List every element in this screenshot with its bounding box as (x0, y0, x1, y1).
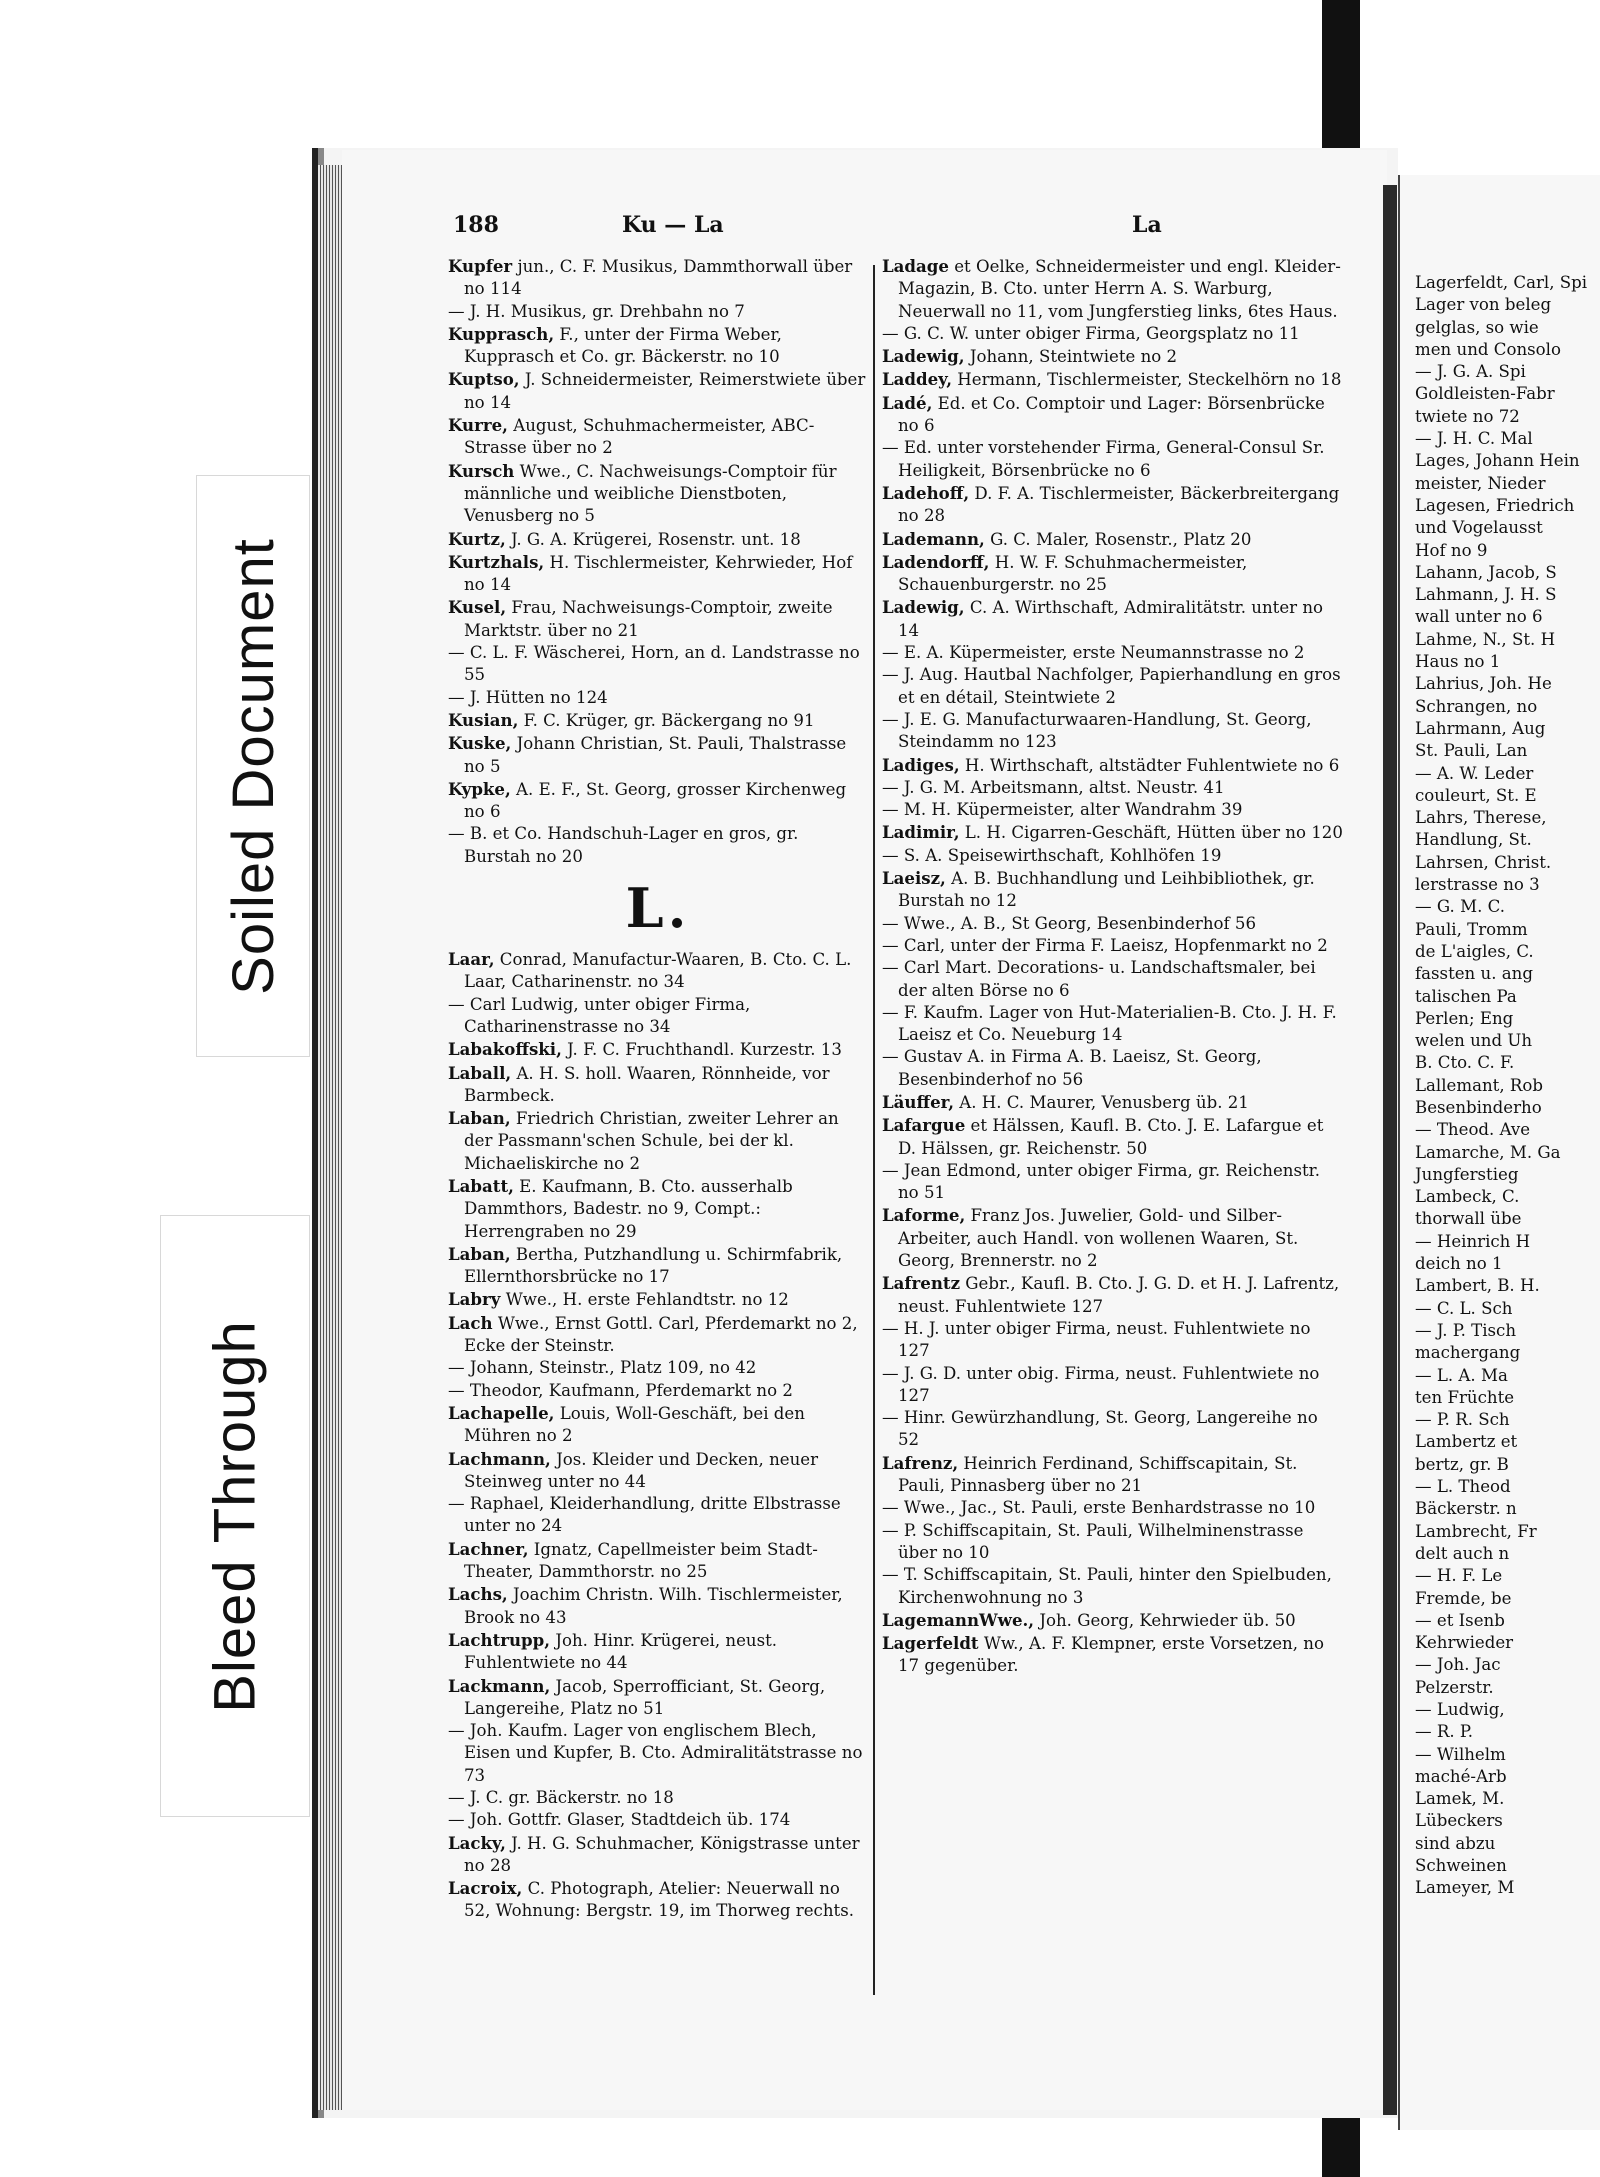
entry-surname: LagemannWwe., (882, 1609, 1035, 1630)
soiled-document-text: Soiled Document (220, 537, 286, 995)
next-page-line: Lages, Johann Hein (1415, 451, 1580, 471)
entry-surname: Kuske, (448, 733, 512, 754)
directory-entry: Ladendorff, H. W. F. Schuhmachermeister, Schauenburgerstr. no 25 (882, 551, 1248, 595)
next-page-line: Lambert, B. H. (1415, 1276, 1540, 1296)
next-page-line: Lahann, Jacob, S (1415, 562, 1557, 582)
next-page-line: — A. W. Leder (1415, 763, 1534, 783)
entry-surname: Kupfer (448, 256, 513, 276)
next-page-line: — G. M. C. (1415, 897, 1506, 917)
directory-entry: Lafargue et Hälssen, Kaufl. B. Cto. J. E. Lafargue et D. Hälssen, gr. Reichenstr. 50 (882, 1115, 1324, 1158)
directory-entry: — J. C. gr. Bäckerstr. no 18 (448, 1788, 674, 1807)
next-page-line: wall unter no 6 (1415, 607, 1543, 627)
entry-surname: Kusel, (448, 597, 507, 618)
directory-entry: Lachner, Ignatz, Capellmeister beim Stadt-Theater, Dammthorstr. no 25 (448, 1538, 818, 1582)
entry-surname: Kursch (448, 460, 515, 481)
entry-surname: Lachmann, (448, 1448, 551, 1469)
next-page-line: — Wilhelm (1415, 1744, 1506, 1764)
directory-entry: — Carl Mart. Decorations- u. Landschaftsmaler, bei der alten Börse no 6 (882, 958, 1316, 1000)
left-column-bottom-entries (448, 948, 868, 1923)
directory-entry: Kuske, Johann Christian, St. Pauli, Thalstrasse no 5 (448, 733, 847, 776)
next-page-line: fassten u. ang (1415, 964, 1533, 984)
directory-entry: Ladimir, L. H. Cigarren-Geschäft, Hütten über no 120 (882, 822, 1343, 843)
entry-surname: Ladage (882, 256, 949, 276)
directory-entry: Kurre, August, Schuhmachermeister, ABC-Strasse über no 2 (448, 415, 815, 458)
entry-surname: Lachapelle, (448, 1402, 555, 1423)
next-page-line: Kehrwieder (1415, 1633, 1514, 1653)
next-page-line: Fremde, be (1415, 1588, 1512, 1608)
left-column (448, 255, 868, 1923)
entry-surname: Laar, (448, 949, 495, 970)
entry-surname: Ladehoff, (882, 482, 970, 503)
next-page-line: Haus no 1 (1415, 652, 1501, 672)
next-page-line: thorwall übe (1415, 1209, 1522, 1229)
next-page-line: bertz, gr. B (1415, 1454, 1509, 1474)
directory-entry: — G. C. W. unter obiger Firma, Georgsplatz no 11 (882, 323, 1300, 343)
directory-entry: Lagerfeldt Ww., A. F. Klempner, erste Vorsetzen, no 17 gegenüber. (882, 1633, 1324, 1676)
next-page-line: delt auch n (1415, 1543, 1510, 1563)
entry-surname: Ladé, (882, 392, 933, 413)
directory-entry: — Gustav A. in Firma A. B. Laeisz, St. Georg, Besenbinderhof no 56 (882, 1047, 1262, 1089)
entry-surname: Ladiges, (882, 754, 960, 775)
next-page-line: Lahrmann, Aug (1415, 718, 1546, 738)
scan-edge-bar-top (1322, 0, 1360, 150)
next-page-line: Lambertz et (1415, 1432, 1518, 1452)
directory-entry: Kurtzhals, H. Tischlermeister, Kehrwieder, Hof no 14 (448, 551, 853, 595)
next-page-line: — J. G. A. Spi (1415, 362, 1526, 382)
next-page-line: Lambrecht, Fr (1415, 1521, 1537, 1541)
directory-entry: — Theodor, Kaufmann, Pferdemarkt no 2 (448, 1380, 793, 1400)
directory-entry: Lafrentz Gebr., Kaufl. B. Cto. J. G. D. et H. J. Lafrentz, neust. Fuhlentwiete 127 (882, 1273, 1340, 1316)
next-page-line: maché-Arb (1415, 1766, 1507, 1786)
next-page-line: talischen Pa (1415, 986, 1517, 1006)
next-page-line: — Heinrich H (1415, 1231, 1531, 1251)
next-page-line: — L. Theod (1415, 1477, 1511, 1497)
next-page-line: ten Früchte (1415, 1387, 1515, 1407)
next-page-line: Lahrsen, Christ. (1415, 852, 1552, 872)
directory-entry: — H. J. unter obiger Firma, neust. Fuhlentwiete no 127 (882, 1318, 1311, 1361)
directory-entry: — S. A. Speisewirthschaft, Kohlhöfen 19 (882, 845, 1222, 865)
next-page-line: — Theod. Ave (1415, 1120, 1531, 1140)
directory-entry: Laeisz, A. B. Buchhandlung und Leihbibliothek, gr. Burstah no 12 (882, 868, 1315, 911)
entry-surname: Labakoffski, (448, 1039, 562, 1060)
entry-surname: Lafrenz, (882, 1452, 959, 1473)
directory-entry: — Wwe., Jac., St. Pauli, erste Benhardstrasse no 10 (882, 1498, 1316, 1518)
directory-entry: — Joh. Gottfr. Glaser, Stadtdeich üb. 174 (448, 1810, 791, 1830)
running-head-right: La (1132, 212, 1162, 238)
next-page-line: — J. P. Tisch (1415, 1320, 1517, 1340)
directory-entry: — Ed. unter vorstehender Firma, General-Consul Sr. Heiligkeit, Börsenbrücke no 6 (882, 438, 1325, 480)
directory-entry: — J. E. G. Manufacturwaaren-Handlung, St. Georg, Steindamm no 123 (882, 709, 1312, 752)
entry-surname: Kypke, (448, 778, 511, 799)
next-page-line: Pauli, Tromm (1415, 919, 1528, 939)
directory-entry: — J. Hütten no 124 (448, 687, 608, 707)
directory-entry: — Raphael, Kleiderhandlung, dritte Elbstrasse unter no 24 (448, 1494, 841, 1536)
entry-surname: Lackmann, (448, 1675, 551, 1696)
next-page-line: sind abzu (1415, 1833, 1496, 1853)
directory-entry: Kurtz, J. G. A. Krügerei, Rosenstr. unt. 18 (448, 528, 801, 549)
entry-surname: Kurtz, (448, 528, 506, 549)
entry-surname: Kurtzhals, (448, 551, 545, 572)
directory-entry: Labry Wwe., H. erste Fehlandtstr. no 12 (448, 1289, 789, 1310)
left-column-top-entries (448, 255, 868, 868)
next-page-line: Handlung, St. (1415, 830, 1532, 850)
entry-surname: Lafrentz (882, 1273, 961, 1294)
directory-entry: — Carl Ludwig, unter obiger Firma, Catharinenstrasse no 34 (448, 994, 751, 1036)
directory-entry: — J. H. Musikus, gr. Drehbahn no 7 (448, 301, 745, 321)
next-page-line: Lahme, N., St. H (1415, 629, 1556, 649)
bleed-through-label (160, 1215, 310, 1817)
next-page-column (1415, 272, 1600, 1900)
next-page-line: Jungferstieg (1415, 1164, 1519, 1184)
directory-entry: Lachapelle, Louis, Woll-Geschäft, bei den Mühren no 2 (448, 1402, 805, 1446)
directory-entry: Kupfer jun., C. F. Musikus, Dammthorwall über no 114 (448, 256, 853, 299)
next-page-line: Hof no 9 (1415, 540, 1488, 560)
right-column (882, 255, 1344, 1678)
directory-entry: Lachs, Joachim Christn. Wilh. Tischlermeister, Brook no 43 (448, 1584, 843, 1627)
directory-entry: Ladewig, Johann, Steintwiete no 2 (882, 346, 1178, 367)
directory-entry: Läuffer, A. H. C. Maurer, Venusberg üb. 21 (882, 1091, 1249, 1112)
directory-entry: Laban, Friedrich Christian, zweiter Lehrer an der Passmann'schen Schule, bei der kl. Michaeliskirche no 2 (448, 1108, 839, 1173)
directory-entry: — J. G. M. Arbeitsmann, altst. Neustr. 41 (882, 777, 1225, 797)
entry-surname: Ladewig, (882, 346, 965, 367)
next-page-line: — et Isenb (1415, 1610, 1505, 1630)
directory-entry: Lachtrupp, Joh. Hinr. Krügerei, neust. Fuhlentwiete no 44 (448, 1629, 778, 1673)
entry-surname: Kupprasch, (448, 323, 555, 344)
directory-entry: — T. Schiffscapitain, St. Pauli, hinter den Spielbuden, Kirchenwohnung no 3 (882, 1565, 1332, 1607)
next-page-line: Schrangen, no (1415, 696, 1538, 716)
directory-entry: — Joh. Kaufm. Lager von englischem Blech, Eisen und Kupfer, B. Cto. Admiralitätstrasse no 73 (448, 1721, 863, 1785)
entry-surname: Kuptso, (448, 369, 520, 390)
next-page-line: Bäckerstr. n (1415, 1499, 1517, 1519)
next-page-line: — R. P. (1415, 1722, 1473, 1742)
next-page-line: couleurt, St. E (1415, 785, 1537, 805)
next-page-line: — J. H. C. Mal (1415, 429, 1533, 449)
next-page-line: Lahmann, J. H. S (1415, 585, 1557, 605)
directory-entry: Kuptso, J. Schneidermeister, Reimerstwiete über no 14 (448, 369, 866, 412)
directory-entry: — E. A. Küpermeister, erste Neumannstrasse no 2 (882, 643, 1305, 663)
next-page-line: — C. L. Sch (1415, 1298, 1513, 1318)
directory-entry: Ladiges, H. Wirthschaft, altstädter Fuhlentwiete no 6 (882, 754, 1340, 775)
next-page-line: Lübeckers (1415, 1811, 1503, 1831)
entry-surname: Laddey, (882, 369, 953, 390)
directory-entry: — J. Aug. Hautbal Nachfolger, Papierhandlung en gros et en détail, Steintwiete 2 (882, 665, 1341, 707)
directory-entry: Laforme, Franz Jos. Juwelier, Gold- und Silber-Arbeiter, auch Handl. von wollenen Waaren, St. Georg, Brennerstr. no 2 (882, 1205, 1299, 1271)
next-page-line: Lagesen, Friedrich (1415, 495, 1575, 515)
entry-surname: Ladewig, (882, 597, 965, 618)
next-page-line: Besenbinderho (1415, 1097, 1542, 1117)
book-gutter (1383, 185, 1397, 2115)
entry-surname: Laball, (448, 1062, 512, 1083)
directory-entry: Lademann, G. C. Maler, Rosenstr., Platz 20 (882, 528, 1252, 549)
directory-entry: — B. et Co. Handschuh-Lager en gros, gr. Burstah no 20 (448, 824, 799, 866)
next-page-line: Lagerfeldt, Carl, Spi (1415, 273, 1588, 292)
directory-entry: Lach Wwe., Ernst Gottl. Carl, Pferdemarkt no 2, Ecke der Steinstr. (448, 1312, 858, 1356)
entry-surname: Lachtrupp, (448, 1629, 551, 1650)
next-page-line: Lameyer, M (1415, 1878, 1515, 1898)
entry-surname: Ladendorff, (882, 551, 990, 572)
directory-entry: LagemannWwe., Joh. Georg, Kehrwieder üb. 50 (882, 1609, 1296, 1630)
next-page-line: meister, Nieder (1415, 473, 1546, 493)
next-page-line: Lambeck, C. (1415, 1187, 1520, 1207)
directory-entry: — Jean Edmond, unter obiger Firma, gr. Reichenstr. no 51 (882, 1160, 1321, 1203)
directory-entry: Labatt, E. Kaufmann, B. Cto. ausserhalb Dammthors, Badestr. no 9, Compt.: Herrengraben no 29 (448, 1175, 793, 1241)
directory-entry: Laban, Bertha, Putzhandlung u. Schirmfabrik, Ellernthorsbrücke no 17 (448, 1243, 843, 1287)
directory-entry: Lackmann, Jacob, Sperrofficiant, St. Georg, Langereihe, Platz no 51 (448, 1675, 826, 1718)
next-page-line: Schweinen (1415, 1856, 1507, 1876)
next-page-line: Pelzerstr. (1415, 1677, 1494, 1697)
directory-entry: Kypke, A. E. F., St. Georg, grosser Kirchenweg no 6 (448, 778, 847, 822)
next-page-line: welen und Uh (1415, 1031, 1533, 1051)
directory-entry: — Carl, unter der Firma F. Laeisz, Hopfenmarkt no 2 (882, 935, 1328, 955)
entry-surname: Läuffer, (882, 1091, 954, 1112)
next-page-line: Goldleisten-Fabr (1415, 384, 1555, 404)
soiled-document-label (196, 475, 310, 1057)
directory-entry: Ladé, Ed. et Co. Comptoir und Lager: Börsenbrücke no 6 (882, 392, 1325, 436)
entry-surname: Ladimir, (882, 822, 960, 843)
entry-surname: Laban, (448, 1108, 511, 1129)
next-page-line: — Ludwig, (1415, 1700, 1505, 1719)
directory-entry: — J. G. D. unter obig. Firma, neust. Fuhlentwiete no 127 (882, 1363, 1320, 1405)
next-page-line: men und Consolo (1415, 339, 1561, 359)
directory-entry: Labakoffski, J. F. C. Fruchthandl. Kurzestr. 13 (448, 1039, 842, 1060)
directory-entry: Kursch Wwe., C. Nachweisungs-Comptoir für männliche und weibliche Dienstboten, Venusberg no 5 (448, 460, 837, 526)
directory-entry: Laball, A. H. S. holl. Waaren, Rönnheide, vor Barmbeck. (448, 1062, 830, 1105)
entry-surname: Lafargue (882, 1115, 966, 1136)
directory-entry: — Johann, Steinstr., Platz 109, no 42 (448, 1358, 757, 1378)
entry-surname: Laban, (448, 1243, 511, 1264)
next-page-line: Lahrius, Joh. He (1415, 674, 1552, 694)
entry-surname: Labatt, (448, 1175, 514, 1196)
next-page-line: St. Pauli, Lan (1415, 741, 1528, 761)
entry-surname: Laforme, (882, 1205, 966, 1226)
entry-surname: Lach (448, 1312, 493, 1333)
directory-entry: Lafrenz, Heinrich Ferdinand, Schiffscapitain, St. Pauli, Pinnasberg über no 21 (882, 1452, 1298, 1496)
next-page-line: de L'aigles, C. (1415, 941, 1534, 961)
section-letter: L. (625, 876, 691, 941)
running-head-center: Ku — La (622, 212, 724, 238)
directory-entry: Kusel, Frau, Nachweisungs-Comptoir, zweite Marktstr. über no 21 (448, 597, 833, 640)
next-page-line: — H. F. Le (1415, 1566, 1503, 1586)
entry-surname: Lagerfeldt (882, 1633, 979, 1654)
page-number: 188 (453, 212, 499, 238)
entry-surname: Lachner, (448, 1538, 529, 1559)
directory-entry: — Wwe., A. B., St Georg, Besenbinderhof 56 (882, 913, 1257, 933)
entry-surname: Lacroix, (448, 1878, 523, 1899)
directory-entry: Laddey, Hermann, Tischlermeister, Steckelhörn no 18 (882, 369, 1342, 390)
page-edges (318, 165, 344, 2110)
directory-entry: — F. Kaufm. Lager von Hut-Materialien-B. Cto. J. H. F. Laeisz et Co. Neueburg 14 (882, 1002, 1337, 1045)
entry-surname: Lacky, (448, 1832, 506, 1853)
next-page-line: Lallemant, Rob (1415, 1075, 1543, 1095)
entry-surname: Laeisz, (882, 868, 946, 889)
directory-entry: — C. L. F. Wäscherei, Horn, an d. Landstrasse no 55 (448, 643, 860, 685)
directory-entry: Ladage et Oelke, Schneidermeister und engl. Kleider-Magazin, B. Cto. unter Herrn A. S. Warburg, Neuerwall no 11, vom Jungferstieg links, 6tes Haus. (882, 256, 1341, 321)
next-page-line: twiete no 72 (1415, 406, 1520, 426)
next-page-line: — Joh. Jac (1415, 1655, 1501, 1675)
next-page-line: lerstrasse no 3 (1415, 875, 1540, 895)
entry-surname: Labry (448, 1289, 501, 1310)
next-page-line: Lahrs, Therese, (1415, 808, 1547, 828)
next-page-line: B. Cto. C. F. (1415, 1053, 1515, 1073)
next-page-line: Lamarche, M. Ga (1415, 1142, 1561, 1162)
entry-surname: Lademann, (882, 528, 985, 549)
entry-surname: Kusian, (448, 709, 519, 730)
directory-entry: Kupprasch, F., unter der Firma Weber, Kupprasch et Co. gr. Bäckerstr. no 10 (448, 323, 782, 367)
next-page-line: deich no 1 (1415, 1254, 1503, 1274)
directory-entry: Ladewig, C. A. Wirthschaft, Admiralitätstr. unter no 14 (882, 597, 1324, 640)
directory-entry: — P. Schiffscapitain, St. Pauli, Wilhelminenstrasse über no 10 (882, 1520, 1304, 1562)
next-page-line: Perlen; Eng (1415, 1008, 1514, 1028)
directory-entry: Lacky, J. H. G. Schuhmacher, Königstrasse unter no 28 (448, 1832, 860, 1875)
next-page-line: — L. A. Ma (1415, 1365, 1508, 1385)
next-page-line: Lager von beleg (1415, 295, 1552, 315)
next-page-line: — P. R. Sch (1415, 1410, 1510, 1430)
directory-entry: Lacroix, C. Photograph, Atelier: Neuerwall no 52, Wohnung: Bergstr. 19, im Thorweg rechts. (448, 1878, 855, 1921)
next-page-line: und Vogelausst (1415, 518, 1543, 538)
directory-entry: — M. H. Küpermeister, alter Wandrahm 39 (882, 800, 1243, 820)
bleed-through-text: Bleed Through (202, 1319, 268, 1713)
entry-surname: Kurre, (448, 415, 508, 436)
next-page-line: machergang (1415, 1343, 1521, 1363)
directory-entry: — Hinr. Gewürzhandlung, St. Georg, Langereihe no 52 (882, 1408, 1318, 1450)
directory-entry: Lachmann, Jos. Kleider und Decken, neuer Steinweg unter no 44 (448, 1448, 819, 1491)
next-page-line: Lamek, M. (1415, 1789, 1505, 1809)
entry-surname: Lachs, (448, 1584, 508, 1605)
next-page-line: gelglas, so wie (1415, 317, 1539, 337)
column-rule (873, 265, 875, 1995)
directory-entry: Kusian, F. C. Krüger, gr. Bäckergang no 91 (448, 709, 815, 730)
directory-entry: Ladehoff, D. F. A. Tischlermeister, Bäckerbreitergang no 28 (882, 482, 1340, 526)
directory-entry: Laar, Conrad, Manufactur-Waaren, B. Cto. C. L. Laar, Catharinenstr. no 34 (448, 949, 852, 992)
